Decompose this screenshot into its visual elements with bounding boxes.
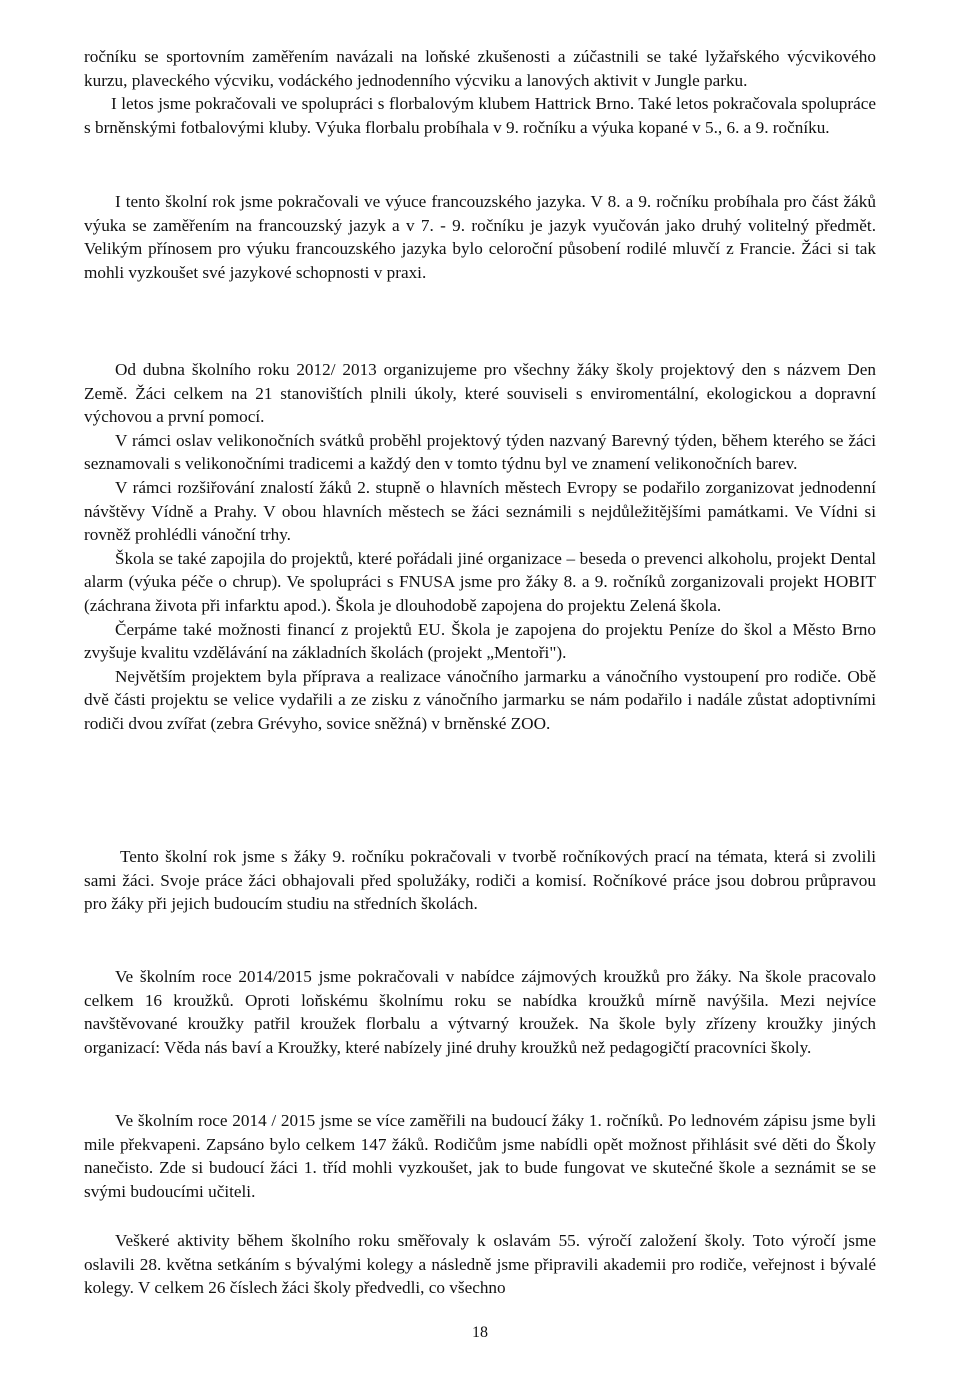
paragraph: V rámci rozšiřování znalostí žáků 2. stupně o hlavních městech Evropy se podařilo zorganizovat jednodenní návštěvy Vídně a Prahy. V obou hlavních městech se žáci seznámili s nejdůležitějšími památkami. Ve Vídni si rovněž prohlédli vánoční trhy. (84, 477, 876, 545)
section-annual-works (84, 845, 876, 916)
section-first-graders (84, 1109, 876, 1203)
section-clubs (84, 965, 876, 1059)
paragraph: Největším projektem byla příprava a realizace vánočního jarmarku a vánočního vystoupení pro rodiče. Obě dvě části projektu se velice vydařili a ze zisku z vánočního jarmarku se nám podařilo i nadále zůstat adoptivními rodiči dvou zvířat (zebra Grévyho, sovice sněžná) v brněnské ZOO. (84, 666, 876, 733)
paragraph: V rámci oslav velikonočních svátků proběhl projektový týden nazvaný Barevný týden, během kterého se žáci seznamovali s velikonočními tradicemi a každý den v tomto týdnu byl ve znamení velikonočních barev. (84, 430, 876, 474)
section-anniversary (84, 1229, 876, 1300)
paragraph: Čerpáme také možnosti financí z projektů EU. Škola je zapojena do projektu Peníze do škol a Město Brno zvyšuje kvalitu vzdělávání na základních školách (projekt „Mentoři"). (84, 619, 876, 663)
paragraph: Ve školním roce 2014 / 2015 jsme se více zaměřili na budoucí žáky 1. ročníků. Po lednovém zápisu jsme byli mile překvapeni. Zapsáno bylo celkem 147 žáků. Rodičům jsme nabídli opět možnost přihlásit své děti do Školy nanečisto. Zde si budoucí žáci 1. tříd mohli vyzkoušet, jak to bude fungovat ve skutečné škole a seznámit se se svými budoucími učiteli. (84, 1111, 876, 1201)
section-french (84, 190, 876, 284)
section-sports (84, 45, 876, 139)
section-projects (84, 358, 876, 736)
page-number: 18 (472, 1324, 488, 1341)
paragraph: Veškeré aktivity během školního roku směřovaly k oslavám 55. výročí založení školy. Toto výročí jsme oslavili 28. května setkáním s bývalými kolegy a následně jsme připravili akademii pro rodiče, veřejnost i bývalé kolegy. V celkem 26 číslech žáci školy předvedli, co všechno (84, 1231, 876, 1298)
paragraph: Škola se také zapojila do projektů, které pořádali jiné organizace – beseda o prevenci alkoholu, projekt Dental alarm (výuka péče o chrup). Ve spolupráci s FNUSA jsme pro žáky 8. a 9. ročníků zorganizovali projekt HOBIT (záchrana života při infarktu apod.). Škola je dlouhodobě zapojena do projektu Zelená škola. (84, 548, 876, 615)
paragraph: ročníku se sportovním zaměřením navázali na loňské zkušenosti a zúčastnili se také lyžařského výcvikového kurzu, plaveckého výcviku, vodáckého jednodenního výcviku a lanových aktivit v Jungle parku. (84, 47, 876, 90)
paragraph: Ve školním roce 2014/2015 jsme pokračovali v nabídce zájmových kroužků pro žáky. Na škole pracovalo celkem 16 kroužků. Oproti loňskému školnímu roku se nabídka kroužků mírně navýšila. Mezi nejvíce navštěvované kroužky patřil kroužek florbalu a výtvarný kroužek. Na škole byly zřízeny kroužky jiných organizací: Věda nás baví a Kroužky, které nabízely jiné druhy kroužků než pedagogičtí pracovníci školy. (84, 967, 876, 1057)
paragraph: I letos jsme pokračovali ve spolupráci s florbalovým klubem Hattrick Brno. Také letos pokračovala spolupráce s brněnskými fotbalovými kluby. Výuka florbalu probíhala v 9. ročníku a výuka kopané v 5., 6. a 9. ročníku. (84, 94, 876, 137)
paragraph: Od dubna školního roku 2012/ 2013 organizujeme pro všechny žáky školy projektový den s názvem Den Země. Žáci celkem na 21 stanovištích plnili úkoly, které souviseli s enviromentální, ekologickou a dopravní výchovou a první pomocí. (84, 360, 876, 427)
paragraph: Tento školní rok jsme s žáky 9. ročníku pokračovali v tvorbě ročníkových prací na témata, která si zvolili sami žáci. Svoje práce žáci obhajovali před spolužáky, rodiči a komisí. Ročníkové práce jsou dobrou průpravou pro žáky při jejich budoucím studiu na středních školách. (84, 847, 876, 914)
paragraph: I tento školní rok jsme pokračovali ve výuce francouzského jazyka. V 8. a 9. ročníku probíhala pro část žáků výuka se zaměřením na francouzský jazyk a v 7. - 9. ročníku je jazyk vyučován jako druhý volitelný předmět. Velikým přínosem pro výuku francouzského jazyka bylo celoroční působení rodilé mluvčí z Francie. Žáci si tak mohli vyzkoušet své jazykové schopnosti v praxi. (84, 192, 876, 282)
